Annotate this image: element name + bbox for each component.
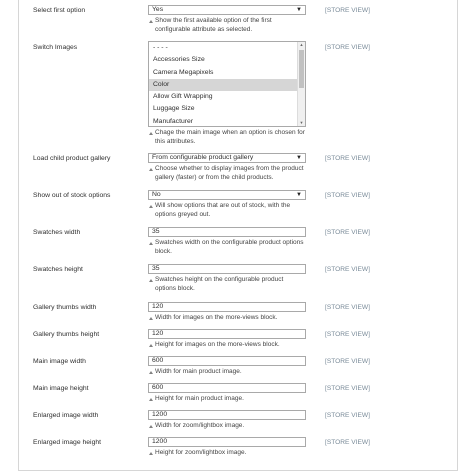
- scope-badge: [STORE VIEW]: [325, 304, 370, 311]
- main-image-width-label: Main image width: [33, 358, 86, 365]
- select-first-option-note: Show the first available option of the first configurable attribute as selected.: [148, 17, 306, 34]
- gallery-thumbs-width-input[interactable]: 120: [148, 302, 306, 312]
- dropdown-arrow-icon: ▼: [296, 7, 302, 13]
- list-item[interactable]: Manufacturer: [153, 117, 194, 125]
- switch-images-label: Switch Images: [33, 44, 78, 51]
- list-item[interactable]: Allow Gift Wrapping: [153, 93, 213, 101]
- main-image-height-note: Height for main product image.: [148, 395, 306, 404]
- scope-badge: [STORE VIEW]: [325, 412, 370, 419]
- select-first-option-value: Yes: [152, 6, 164, 13]
- enlarged-image-height-note: Height for zoom/lightbox image.: [148, 449, 306, 458]
- main-image-width-note: Width for main product image.: [148, 368, 306, 377]
- show-out-of-stock-value: No: [152, 191, 161, 198]
- show-out-of-stock-note: Will show options that are out of stock, with the options greyed out.: [148, 202, 306, 219]
- scroll-up-icon[interactable]: ▲: [299, 42, 304, 47]
- dropdown-arrow-icon: ▼: [296, 192, 302, 198]
- scope-badge: [STORE VIEW]: [325, 331, 370, 338]
- gallery-thumbs-height-input[interactable]: 120: [148, 329, 306, 339]
- dropdown-arrow-icon: ▼: [296, 155, 302, 161]
- list-item[interactable]: - - - -: [153, 44, 168, 51]
- load-child-gallery-select[interactable]: [148, 153, 306, 163]
- swatches-height-label: Swatches height: [33, 266, 83, 273]
- switch-images-note: Chage the main image when an option is chosen for this attributes.: [148, 129, 306, 146]
- enlarged-image-height-label: Enlarged image height: [33, 439, 102, 446]
- list-item[interactable]: Camera Megapixels: [153, 68, 214, 76]
- scope-badge: [STORE VIEW]: [325, 192, 370, 199]
- load-child-gallery-label: Load child product gallery: [33, 155, 111, 162]
- swatches-width-input[interactable]: 35: [148, 227, 306, 237]
- select-first-option-select[interactable]: [148, 5, 306, 15]
- scope-badge: [STORE VIEW]: [325, 439, 370, 446]
- gallery-thumbs-width-label: Gallery thumbs width: [33, 304, 97, 311]
- scope-badge: [STORE VIEW]: [325, 229, 370, 236]
- list-scrollbar[interactable]: [297, 42, 305, 126]
- main-image-height-label: Main image height: [33, 385, 89, 392]
- enlarged-image-height-input[interactable]: 1200: [148, 437, 306, 447]
- scope-badge: [STORE VIEW]: [325, 155, 370, 162]
- scope-badge: [STORE VIEW]: [325, 44, 370, 51]
- swatches-height-note: Swatches height on the configurable product options block.: [148, 276, 306, 293]
- main-image-width-input[interactable]: 600: [148, 356, 306, 366]
- config-panel: [18, 0, 458, 471]
- swatches-width-note: Swatches width on the configurable product options block.: [148, 239, 306, 256]
- scope-badge: [STORE VIEW]: [325, 385, 370, 392]
- scope-badge: [STORE VIEW]: [325, 358, 370, 365]
- list-item[interactable]: Accessories Size: [153, 56, 205, 64]
- enlarged-image-width-label: Enlarged image width: [33, 412, 99, 419]
- gallery-thumbs-height-label: Gallery thumbs height: [33, 331, 100, 338]
- list-item-selected[interactable]: Color: [149, 79, 305, 91]
- select-first-option-label: Select first option: [33, 7, 86, 14]
- enlarged-image-width-note: Width for zoom/lightbox image.: [148, 422, 306, 431]
- scope-badge: [STORE VIEW]: [325, 7, 370, 14]
- swatches-width-label: Swatches width: [33, 229, 81, 236]
- list-item[interactable]: Luggage Size: [153, 105, 195, 113]
- swatches-height-input[interactable]: 35: [148, 264, 306, 274]
- switch-images-multiselect[interactable]: [148, 41, 306, 127]
- show-out-of-stock-label: Show out of stock options: [33, 192, 111, 199]
- scroll-thumb[interactable]: [299, 50, 304, 88]
- main-image-height-input[interactable]: 600: [148, 383, 306, 393]
- load-child-gallery-note: Choose whether to display images from the product gallery (faster) or from the child products.: [148, 165, 306, 182]
- load-child-gallery-value: From configurable product gallery: [152, 154, 254, 161]
- gallery-thumbs-height-note: Height for images on the more-views block.: [148, 341, 306, 350]
- scope-badge: [STORE VIEW]: [325, 266, 370, 273]
- enlarged-image-width-input[interactable]: 1200: [148, 410, 306, 420]
- show-out-of-stock-select[interactable]: [148, 190, 306, 200]
- gallery-thumbs-width-note: Width for images on the more-views block.: [148, 314, 306, 323]
- scroll-down-icon[interactable]: ▼: [299, 120, 304, 125]
